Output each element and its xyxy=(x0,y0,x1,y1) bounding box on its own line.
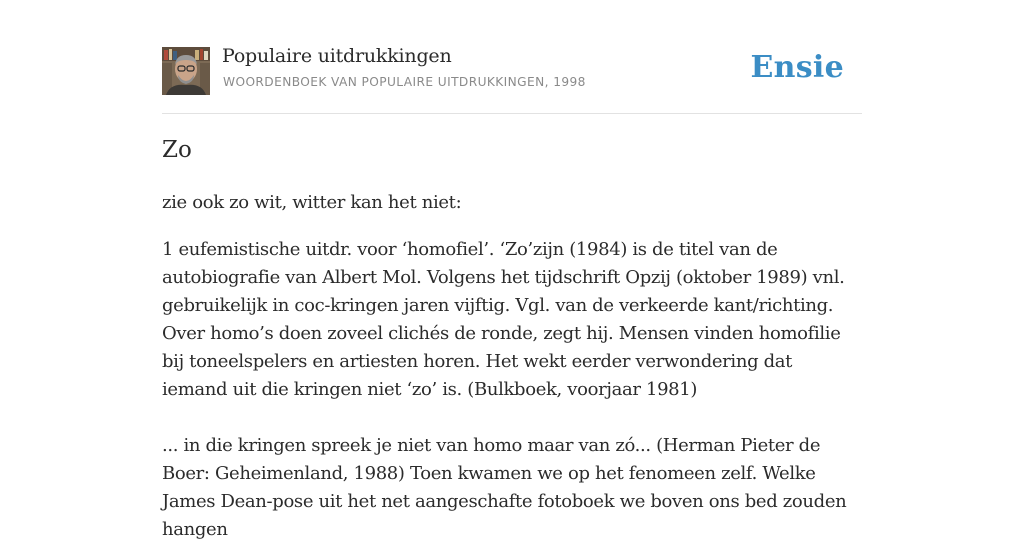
avatar[interactable] xyxy=(162,47,210,95)
entry-title: Zo xyxy=(162,137,192,163)
source-subtitle: WOORDENBOEK VAN POPULAIRE UITDRUKKINGEN, 1998 xyxy=(223,75,586,89)
source-header xyxy=(162,0,862,114)
author-portrait-icon xyxy=(162,47,210,95)
see-also-line xyxy=(162,189,862,217)
definition-paragraph: 1 eufemistische uitdr. voor ‘homofiel’. ‘Zo’zijn (1984) is de titel van de autobiografie van Albert Mol. Volgens het tijdschrift Opzij (oktober 1989) vnl. gebruikelijk in coc-kringen jaren vijftig. Vgl. van de verkeerde kant/richting. Over homo’s doen zoveel clichés de ronde, zegt hij. Mensen vinden homofilie bij toneelspelers en artiesten horen. Het wekt eerder verwondering dat iemand uit die kringen niet ‘zo’ is. (Bulkboek, voorjaar 1981) xyxy=(162,239,845,400)
content-container xyxy=(162,0,862,540)
see-also-prefix: zie ook xyxy=(162,192,230,213)
see-also-link[interactable]: zo wit, witter kan het niet xyxy=(229,192,456,213)
quote-paragraph: ... in die kringen spreek je niet van homo maar van zó... (Herman Pieter de Boer: Geheimenland, 1988) Toen kwamen we op het fenomeen zelf. Welke James Dean-pose uit het net aangeschafte fotoboek we boven ons bed zouden hangen xyxy=(162,435,847,540)
entry-body xyxy=(162,189,862,544)
ensie-logo[interactable]: Ensie xyxy=(750,50,844,85)
see-also-suffix: : xyxy=(455,192,462,213)
source-title[interactable]: Populaire uitdrukkingen xyxy=(222,45,452,67)
